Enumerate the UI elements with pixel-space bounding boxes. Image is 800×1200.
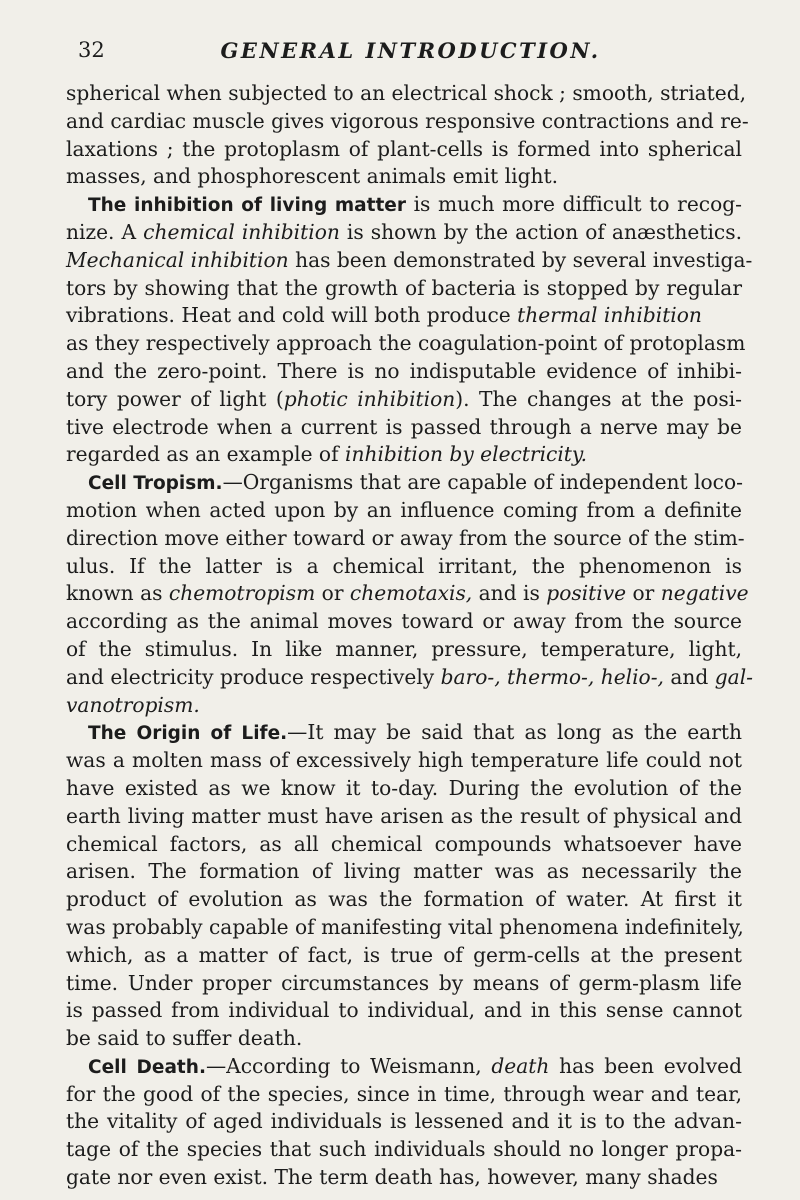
text-line: which, as a matter of fact, is true of germ-cells at the present [66, 942, 742, 967]
italic-term: chemotaxis, [349, 581, 473, 606]
text-line: be said to suffer death. [66, 1026, 303, 1051]
text-line: tive electrode when a current is passed through a nerve may be [66, 414, 742, 439]
text-line: of the stimulus. In like manner, pressure, temperature, light, [66, 636, 742, 661]
text-line: tors by showing that the growth of bacteria is stopped by regular [66, 275, 742, 300]
text-run: regarded as an example of [66, 442, 345, 467]
text-line: as they respectively approach the coagulation-point of protoplasm [66, 331, 746, 356]
text-run: has been evolved [549, 1053, 742, 1078]
text-run: tory power of light ( [66, 386, 284, 411]
text-line: tage of the species that such individuals should no longer propa- [66, 1137, 742, 1162]
text-run: and electricity produce respectively [66, 664, 441, 689]
text-run: —It may be said that as long as the earth [287, 720, 742, 745]
text-line: spherical when subjected to an electrical shock ; smooth, striated, [66, 81, 747, 105]
text-line: earth living matter must have arisen as the result of physical and [66, 803, 742, 828]
page-number: 32 [78, 38, 105, 62]
text-line [66, 191, 742, 219]
text-line [66, 1053, 742, 1081]
text-line: the vitality of aged individuals is lessened and it is to the advan- [66, 1109, 742, 1134]
text-line [66, 247, 753, 275]
text-line: according as the animal moves toward or away from the source [66, 609, 742, 634]
text-line: was a molten mass of excessively high temperature life could not [66, 748, 742, 773]
italic-term: photic inhibition [283, 386, 456, 411]
italic-term: inhibition by electricity. [344, 442, 588, 467]
text-line [66, 692, 742, 720]
italic-term: Mechanical inhibition [66, 247, 289, 272]
text-run: —According to Weismann, [205, 1053, 492, 1078]
text-run: —Organisms that are capable of independent loco- [222, 470, 743, 495]
text-line: arisen. The formation of living matter was as necessarily the [66, 859, 742, 884]
text-line [66, 719, 742, 747]
text-line [66, 386, 742, 414]
italic-term: chemical inhibition [143, 219, 340, 244]
text-run: ). The changes at the posi- [455, 386, 742, 411]
text-run: and [663, 664, 715, 689]
running-head: GENERAL INTRODUCTION. [220, 38, 601, 63]
text-line: is passed from individual to individual, and in this sense cannot [66, 998, 742, 1023]
text-line [66, 219, 742, 247]
text-run: has been demonstrated by several investiga- [288, 247, 753, 272]
text-line: and cardiac muscle gives vigorous responsive contractions and re- [66, 108, 749, 133]
text-run: and is [472, 581, 547, 606]
text-line [66, 664, 753, 692]
text-line: gate nor even exist. The term death has, however, many shades [66, 1165, 718, 1190]
text-line: was probably capable of manifesting vital phenomena indefinitely, [66, 914, 744, 939]
text-line: ulus. If the latter is a chemical irritant, the phenomenon is [66, 553, 742, 578]
section-heading: Cell Tropism. [88, 473, 223, 495]
italic-term: positive [546, 581, 627, 606]
italic-term: chemotropism [168, 581, 316, 606]
italic-term: thermal inhibition [517, 303, 702, 328]
text-line: laxations ; the protoplasm of plant-cells is formed into spherical [66, 136, 742, 161]
text-line: chemical factors, as all chemical compounds whatsoever have [66, 831, 742, 856]
section-heading: The inhibition of living matter [88, 195, 406, 217]
section-heading: Cell Death. [88, 1056, 206, 1078]
text-line [66, 302, 742, 330]
text-line: and the zero-point. There is no indisputable evidence of inhibi- [66, 358, 742, 383]
body-text [66, 80, 753, 1192]
text-run: vibrations. Heat and cold will both produce [66, 303, 518, 328]
text-line: have existed as we know it to-day. During the evolution of the [66, 775, 742, 800]
text-line [66, 469, 742, 497]
text-line: masses, and phosphorescent animals emit light. [66, 164, 559, 189]
italic-term: death [491, 1053, 550, 1078]
italic-term: negative [660, 581, 749, 606]
text-line: direction move either toward or away from the source of the stim- [66, 525, 745, 550]
text-run: nize. A [66, 219, 144, 244]
text-run: or [626, 581, 661, 606]
text-line: motion when acted upon by an influence coming from a definite [66, 497, 742, 522]
italic-term: gal- [714, 664, 753, 689]
text-line [66, 441, 742, 469]
text-run: known as [66, 581, 169, 606]
text-run: or [315, 581, 350, 606]
text-line [66, 580, 749, 608]
italic-term: vanotropism. [66, 692, 200, 717]
page-header [78, 38, 743, 68]
section-heading: The Origin of Life. [88, 723, 288, 745]
text-line: time. Under proper circumstances by means of germ-plasm life [66, 970, 742, 995]
text-line: product of evolution as was the formation of water. At first it [66, 887, 742, 912]
italic-term: baro-, thermo-, helio-, [440, 664, 664, 689]
text-run: is shown by the action of anæsthetics. [339, 219, 743, 244]
text-line: for the good of the species, since in time, through wear and tear, [66, 1081, 742, 1106]
text-run: is much more difficult to recog- [405, 192, 742, 217]
